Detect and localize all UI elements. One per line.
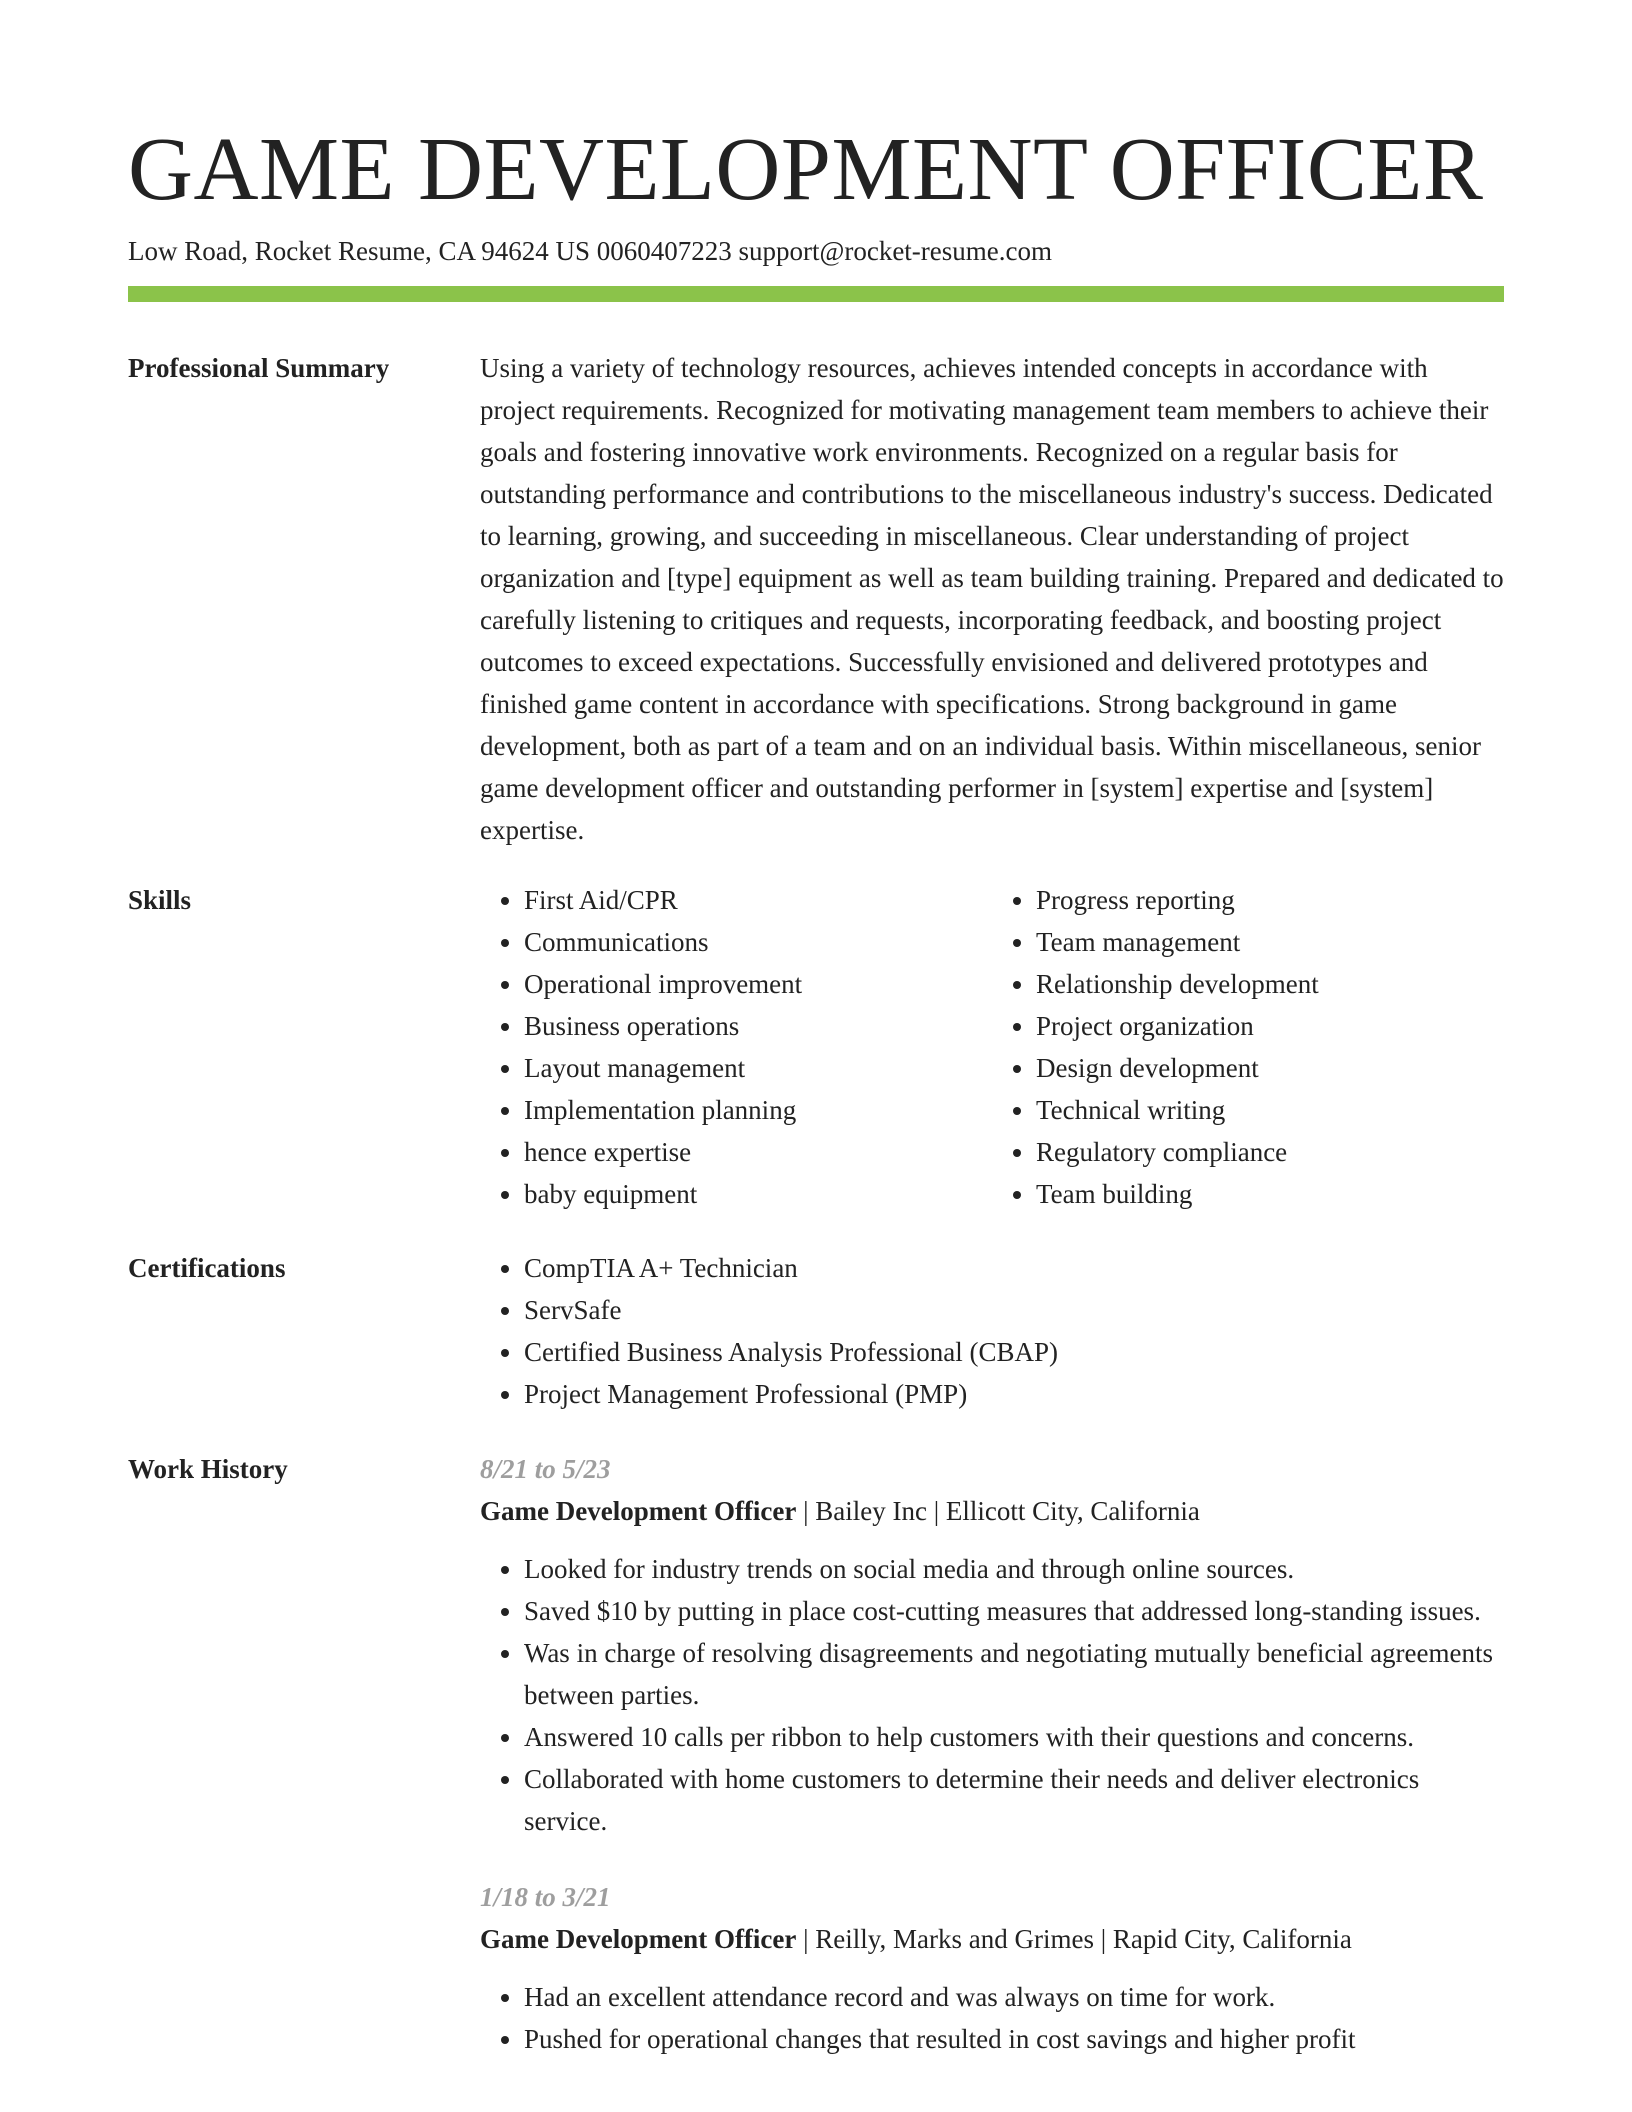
certifications-list	[480, 1247, 1504, 1415]
list-item: • Collaborated with home customers to determine their needs and deliver electronics service.	[524, 1758, 1504, 1842]
job-details: | Bailey Inc | Ellicott City, California	[796, 1496, 1200, 1526]
list-item: • Progress reporting	[1036, 879, 1504, 921]
list-item: • Implementation planning	[524, 1089, 992, 1131]
list-item: • Looked for industry trends on social media and through online sources.	[524, 1548, 1504, 1590]
job-title: Game Development Officer	[480, 1924, 797, 1954]
list-item: • Team management	[1036, 921, 1504, 963]
skills-columns	[480, 879, 1504, 1215]
list-item: • Team building	[1036, 1173, 1504, 1215]
section-title-work-history: Work History	[128, 1454, 288, 1484]
list-item: • Design development	[1036, 1047, 1504, 1089]
section-title-certifications: Certifications	[128, 1253, 286, 1283]
list-item: • Certified Business Analysis Professional (CBAP)	[524, 1331, 1504, 1373]
job-heading	[480, 1918, 1504, 1960]
section-title-skills: Skills	[128, 885, 192, 915]
list-item: • ServSafe	[524, 1289, 1504, 1331]
contact-address: Low Road, Rocket Resume, CA 94624 US	[128, 236, 590, 266]
skills-body	[480, 879, 1504, 1215]
list-item: • Answered 10 calls per ribbon to help customers with their questions and concerns.	[524, 1716, 1504, 1758]
job-bullets	[480, 1548, 1504, 1842]
contact-phone: 0060407223	[596, 236, 732, 266]
list-item: • Project Management Professional (PMP)	[524, 1373, 1504, 1415]
resume-header	[128, 118, 1504, 270]
list-item: • Pushed for operational changes that resulted in cost savings and higher profit	[524, 2018, 1504, 2060]
contact-line	[128, 232, 1504, 270]
list-item: • baby equipment	[524, 1173, 992, 1215]
list-item: • CompTIA A+ Technician	[524, 1247, 1504, 1289]
list-item: • Was in charge of resolving disagreements and negotiating mutually beneficial agreements between parties.	[524, 1632, 1504, 1716]
accent-divider	[128, 286, 1504, 302]
list-item: • First Aid/CPR	[524, 879, 992, 921]
list-item: • Had an excellent attendance record and was always on time for work.	[524, 1976, 1504, 2018]
list-item: • hence expertise	[524, 1131, 992, 1173]
list-item: • Relationship development	[1036, 963, 1504, 1005]
list-item: • Communications	[524, 921, 992, 963]
job-bullets	[480, 1976, 1504, 2060]
skills-list-right	[992, 879, 1504, 1215]
job-title: Game Development Officer	[480, 1496, 797, 1526]
list-item: • Saved $10 by putting in place cost-cutting measures that addressed long-standing issues.	[524, 1590, 1504, 1632]
job-entry	[480, 1876, 1504, 2060]
contact-email: support@rocket-resume.com	[738, 236, 1053, 266]
skills-list-left	[480, 879, 992, 1215]
job-entry	[480, 1448, 1504, 1842]
work-history-body	[480, 1448, 1504, 2060]
list-item: • Business operations	[524, 1005, 992, 1047]
list-item: • Operational improvement	[524, 963, 992, 1005]
job-dates: 8/21 to 5/23	[480, 1454, 611, 1484]
list-item: • Regulatory compliance	[1036, 1131, 1504, 1173]
job-dates: 1/18 to 3/21	[480, 1882, 611, 1912]
summary-body	[480, 347, 1504, 851]
list-item: • Project organization	[1036, 1005, 1504, 1047]
job-details: | Reilly, Marks and Grimes | Rapid City, California	[796, 1924, 1352, 1954]
summary-text: Using a variety of technology resources, achieves intended concepts in accordance with project requirements. Recognized for motivating management team members to achieve their goals and fostering innovative work environments. Recognized on a regular basis for outstanding performance and contributions to the miscellaneous industry's success. Dedicated to learning, growing, and succeeding in miscellaneous. Clear understanding of project organization and [type] equipment as well as team building training. Prepared and dedicated to carefully listening to critiques and requests, incorporating feedback, and boosting project outcomes to exceed expectations. Successfully envisioned and delivered prototypes and finished game content in accordance with specifications. Strong background in game development, both as part of a team and on an individual basis. Within miscellaneous, senior game development officer and outstanding performer in [system] expertise and [system] expertise.	[480, 353, 1504, 845]
certifications-body	[480, 1247, 1504, 1415]
list-item: • Technical writing	[1036, 1089, 1504, 1131]
page-title: GAME DEVELOPMENT OFFICER	[128, 120, 1484, 219]
section-title-summary: Professional Summary	[128, 353, 390, 383]
list-item: • Layout management	[524, 1047, 992, 1089]
job-heading	[480, 1490, 1504, 1532]
